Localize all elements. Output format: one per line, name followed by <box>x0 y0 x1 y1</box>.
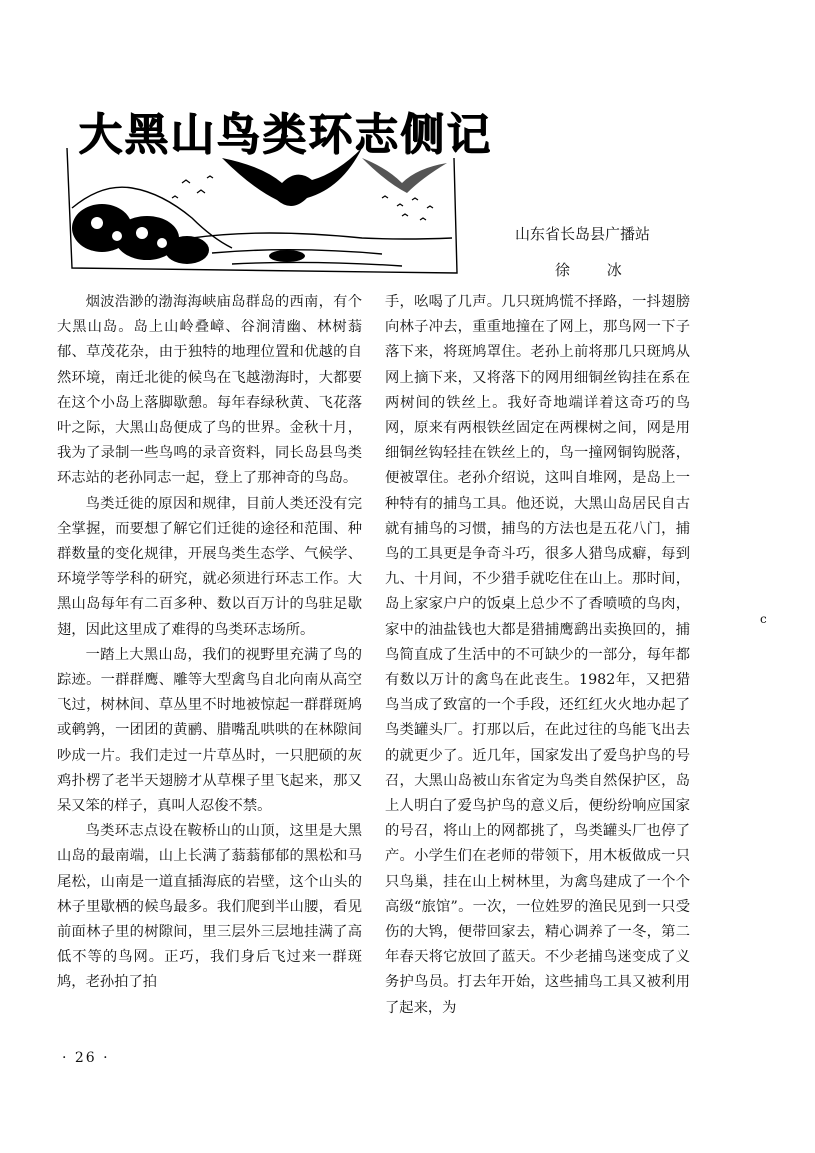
paragraph: 烟波浩渺的渤海海峡庙岛群岛的西南，有个大黑山岛。岛上山岭叠嶂、谷涧清幽、林树蓊郁、草茂花杂，由于独特的地理位置和优越的自然环境，南迁北徙的候鸟在飞越渤海时，大都要在这个小岛上落脚歇憩。每年春绿秋黄、飞花落叶之际，大黑山岛便成了鸟的世界。金秋十月，我为了录制一些鸟鸣的录音资料，同长岛县鸟类环志站的老孙同志一起，登上了那神奇的鸟岛。 <box>57 294 362 487</box>
margin-mark: c <box>760 612 767 626</box>
author-organization: 山东省长岛县广播站 <box>515 225 651 243</box>
seagull-icon <box>362 158 447 193</box>
paragraph: 鸟类环志点设在鞍桥山的山顶，这里是大黑山岛的最南端，山上长满了蓊蓊郁郁的黑松和马尾松，山南是一道直插海底的岩壁，这个山头的林子里歇栖的候鸟最多。我们爬到半山腰，看见前面林子里的树隙间，里三层外三层地挂满了高低不等的鸟网。正巧，我们身后飞过来一群斑鸠，老孙拍了拍 <box>57 823 362 991</box>
paragraph: 鸟类迁徙的原因和规律，目前人类还没有完全掌握，而要想了解它们迁徙的途径和范围、种群数量的变化规律，开展鸟类生态学、气候学、环境学等学科的研究，就必须进行环志工作。大黑山岛每年有二百多种、数以百万计的鸟驻足歇翅，因此这里成了难得的鸟类环志场所。 <box>57 495 362 638</box>
page-number: · 26 · <box>62 1050 110 1066</box>
article-title: 大黑山鸟类环志侧记 <box>78 109 492 160</box>
paragraph: 手，吆喝了几声。几只斑鸠慌不择路，一抖翅膀向林子冲去，重重地撞在了网上，那鸟网一下子落下来，将斑鸠罩住。老孙上前将那几只斑鸠从网上摘下来，又将落下的网用细铜丝钩挂在系在两树间的铁丝上。我好奇地端详着这奇巧的鸟网，原来有两根铁丝固定在两棵树之间，网是用细铜丝钩轻挂在铁丝上的，鸟一撞网铜钩脱落，便被罩住。老孙介绍说，这叫自堆网，是岛上一种特有的捕鸟工具。他还说，大黑山岛居民自古就有捕鸟的习惯，捕鸟的方法也是五花八门，捕鸟的工具更是争奇斗巧，很多人猎鸟成癖，每到九、十月间，不少猎手就吃住在山上。那时间，岛上家家户户的饭桌上总少不了香喷喷的鸟肉，家中的油盐钱也大都是猎捕鹰鹞出卖换回的，捕鸟简直成了生活中的不可缺少的一部分，每年都有数以万计的禽鸟在此丧生。1982年，又把猎鸟当成了致富的一个手段，还红红火火地办起了鸟类罐头厂。打那以后，在此过往的鸟能飞出去的就更少了。近几年，国家发出了爱鸟护鸟的号召，大黑山岛被山东省定为鸟类自然保护区，岛上人明白了爱鸟护鸟的意义后，便纷纷响应国家的号召，将山上的网都挑了，鸟类罐头厂也停了产。小学生们在老师的带领下，用木板做成一只只鸟巢，挂在山上树林里，为禽鸟建成了一个个高级“旅馆”。一次，一位姓罗的渔民见到一只受伤的大鸨，便带回家去，精心调养了一冬，第二年春天将它放回了蓝天。不少老捕鸟迷变成了义务护鸟员。打去年开始，这些捕鸟工具又被利用了起来，为 <box>385 294 690 1016</box>
right-column <box>385 290 690 1021</box>
paragraph: 一踏上大黑山岛，我们的视野里充满了鸟的踪迹。一群群鹰、雕等大型禽鸟自北向南从高空飞过，树林间、草丛里不时地被惊起一群群斑鸠或鹌鹑，一团团的黄鹂、腊嘴乱哄哄的在林隙间吵成一片。我们走过一片草丛时，一只肥硕的灰鸡扑楞了老半天翅膀才从草棵子里飞起来，那又呆又笨的样子，真叫人忍俊不禁。 <box>57 646 362 815</box>
left-column <box>57 290 362 996</box>
byline <box>515 216 650 288</box>
author-name: 徐 冰 <box>555 261 638 279</box>
